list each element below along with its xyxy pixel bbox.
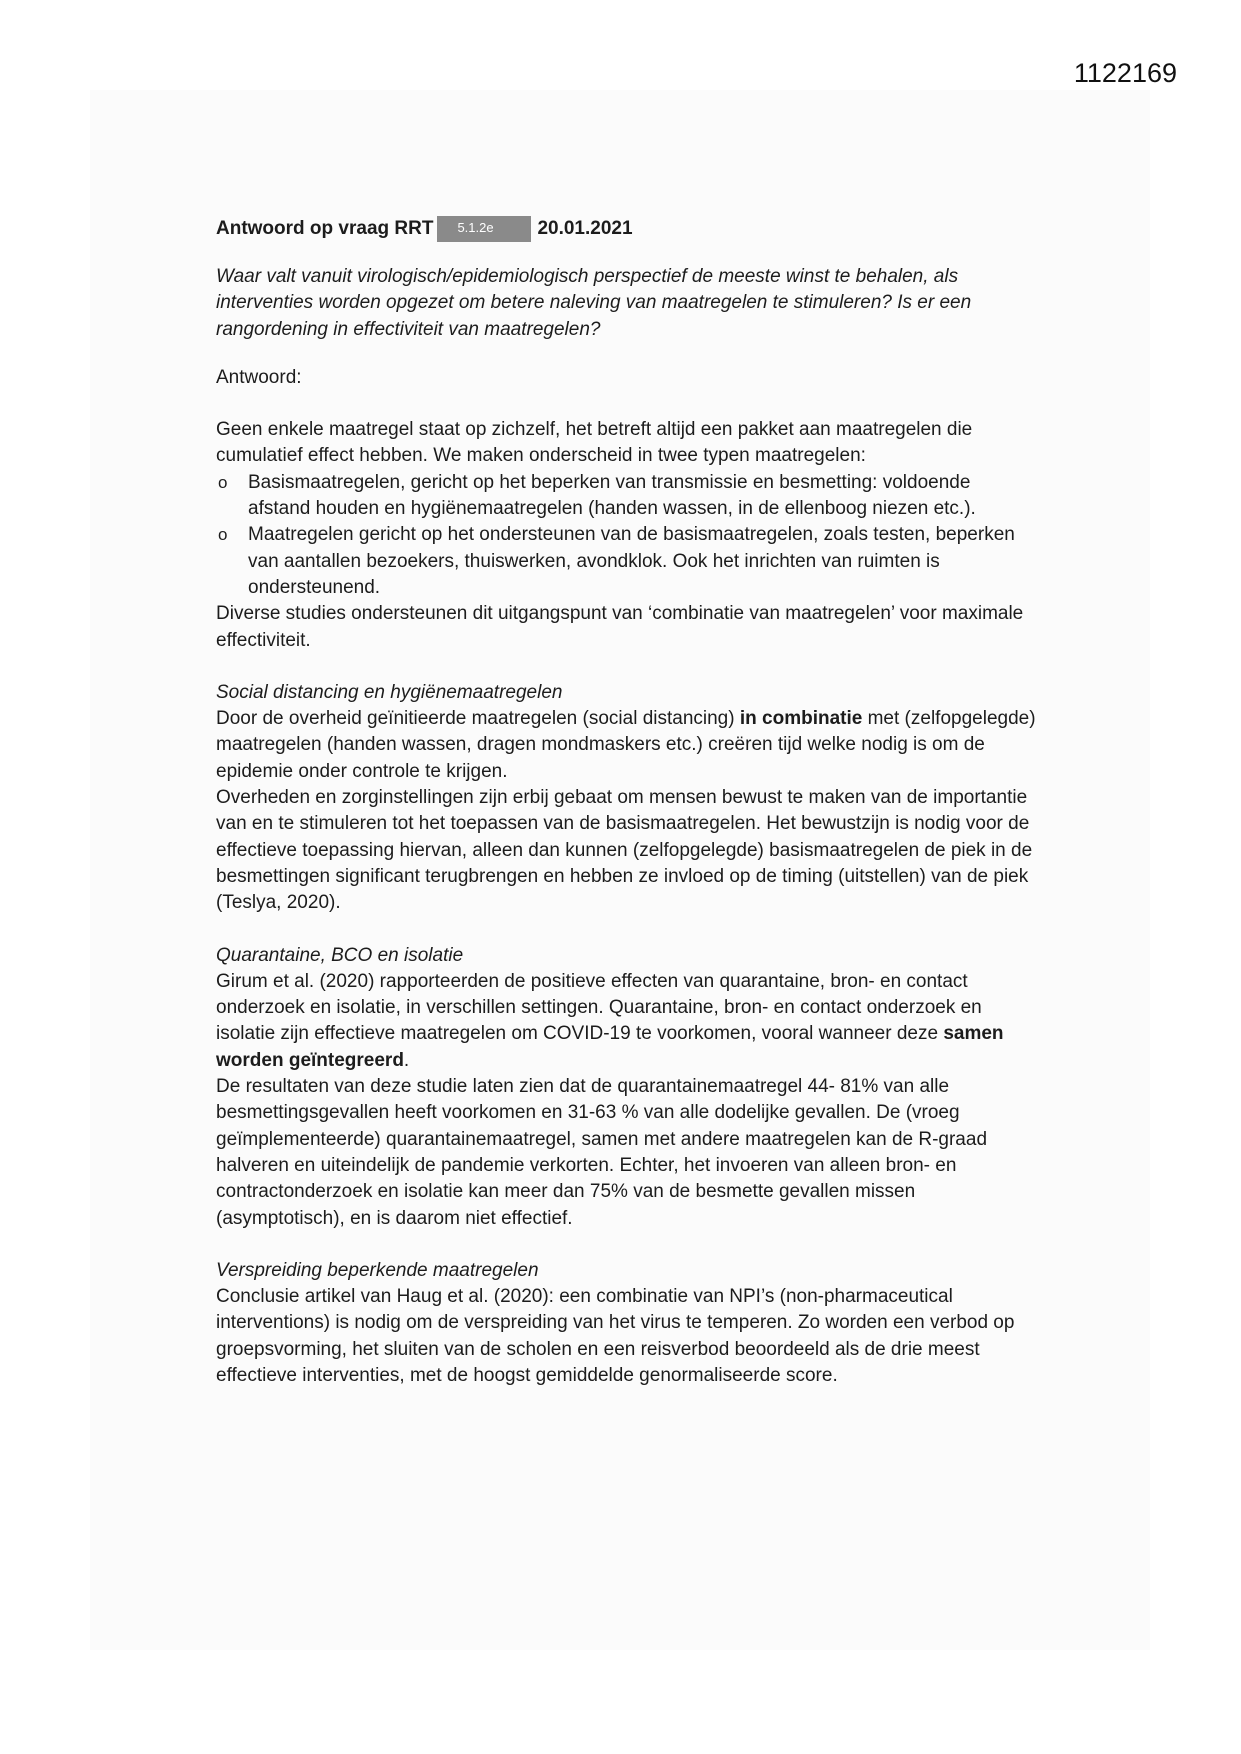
section-social-distancing [216,680,1036,917]
section-paragraph [216,969,1036,1074]
intro-paragraph: Geen enkele maatregel staat op zichzelf, het betreft altijd een pakket aan maatregelen die cumulatief effect hebben. We maken onderscheid in twee typen maatregelen: [216,419,973,467]
question-text: Waar valt vanuit virologisch/epidemiologisch perspectief de meeste winst te behalen, als interventies worden opgezet om betere naleving van maatregelen te stimuleren? Is er een rangordening in effectiviteit van maatregelen? [216,266,972,340]
studies-paragraph: Diverse studies ondersteunen dit uitgangspunt van ‘combinatie van maatregelen’ voor maximale effectiviteit. [216,603,1024,651]
section-title: Quarantaine, BCO en isolatie [216,944,464,966]
list-item [216,522,1036,601]
heading-date: 20.01.2021 [537,217,633,239]
bullet-circle-icon: o [218,525,228,545]
text-span: met (zelfopgelegde) maatregelen (handen wassen, dragen mondmaskers etc.) creëren tijd welke nodig is om de epidemie onder controle te krijgen. [216,708,1036,782]
text-span: Girum et al. (2020) rapporteerden de positieve effecten van quarantaine, bron- en contact onderzoek en isolatie, in verschillen settingen. Quarantaine, bron- en contact onderzoek en isolatie zijn effectieve maatregelen om COVID-19 te voorkomen, vooral wanneer deze [216,970,982,1045]
document-heading [216,214,1036,244]
list-item-text: Maatregelen gericht op het ondersteunen van de basismaatregelen, zoals testen, beperken van aantallen bezoekers, thuiswerken, avondklok. Ook het inrichten van ruimten is ondersteunend. [248,524,1015,598]
list-item-text: Basismaatregelen, gericht op het beperken van transmissie en besmetting: voldoende afstand houden en hygiënemaatregelen (handen wassen, in de ellenboog niezen etc.). [248,471,976,520]
section-paragraph: Overheden en zorginstellingen zijn erbij gebaat om mensen bewust te maken van de importantie van en te stimuleren tot het toepassen van de basismaatregelen. Het bewustzijn is nodig voor de effectieve toepassing hiervan, alleen dan kunnen (zelfopgelegde) basismaatregelen de piek in de besmettingen significant terugbrengen en hebben ze invloed op de timing (uitstellen) van de piek (Teslya, 2020). [216,787,1033,914]
section-paragraph: Conclusie artikel van Haug et al. (2020): een combinatie van NPI’s (non-pharmaceutical interventions) is nodig om de verspreiding van het virus te temperen. Zo worden een verbod op groepsvorming, het sluiten van de scholen en een reisverbod beoordeeld als de drie meest effectieve interventies, met de hoogst gemiddelde genormaliseerde score. [216,1286,1015,1386]
document-id: 1122169 [1073,58,1177,88]
text-span: Door de overheid geïnitieerde maatregelen (social distancing) [216,708,740,730]
bold-text: samen worden geïntegreerd [216,1023,1004,1071]
text-span: . [403,1049,410,1071]
bold-text: in combinatie [739,708,863,730]
measure-list [216,470,1036,601]
section-paragraph [216,706,1036,785]
section-quarantine [216,943,1036,1232]
section-title: Social distancing en hygiënemaatregelen [216,681,563,703]
section-paragraph: De resultaten van deze studie laten zien dat de quarantainemaatregel 44- 81% van alle besmettingsgevallen heeft voorkomen en 31-63 % van alle dodelijke gevallen. De (vroeg geïmplementeerde) quarantainemaatregel, samen met andere maatregelen kan de R-graad halveren en uiteindelijk de pandemie verkorten. Echter, het invoeren van alleen bron- en contractonderzoek en isolatie kan meer dan 75% van de besmette gevallen missen (asymptotisch), en is daarom niet effectief. [216,1076,988,1229]
section-spread-measures [216,1258,1036,1389]
list-item [216,470,1036,523]
bullet-circle-icon: o [218,472,228,492]
answer-label: Antwoord: [216,366,302,388]
heading-title: Antwoord op vraag RRT [216,217,434,239]
document-body [216,214,1036,1389]
redaction-box: 5.1.2e [437,216,531,242]
section-title: Verspreiding beperkende maatregelen [216,1259,539,1281]
